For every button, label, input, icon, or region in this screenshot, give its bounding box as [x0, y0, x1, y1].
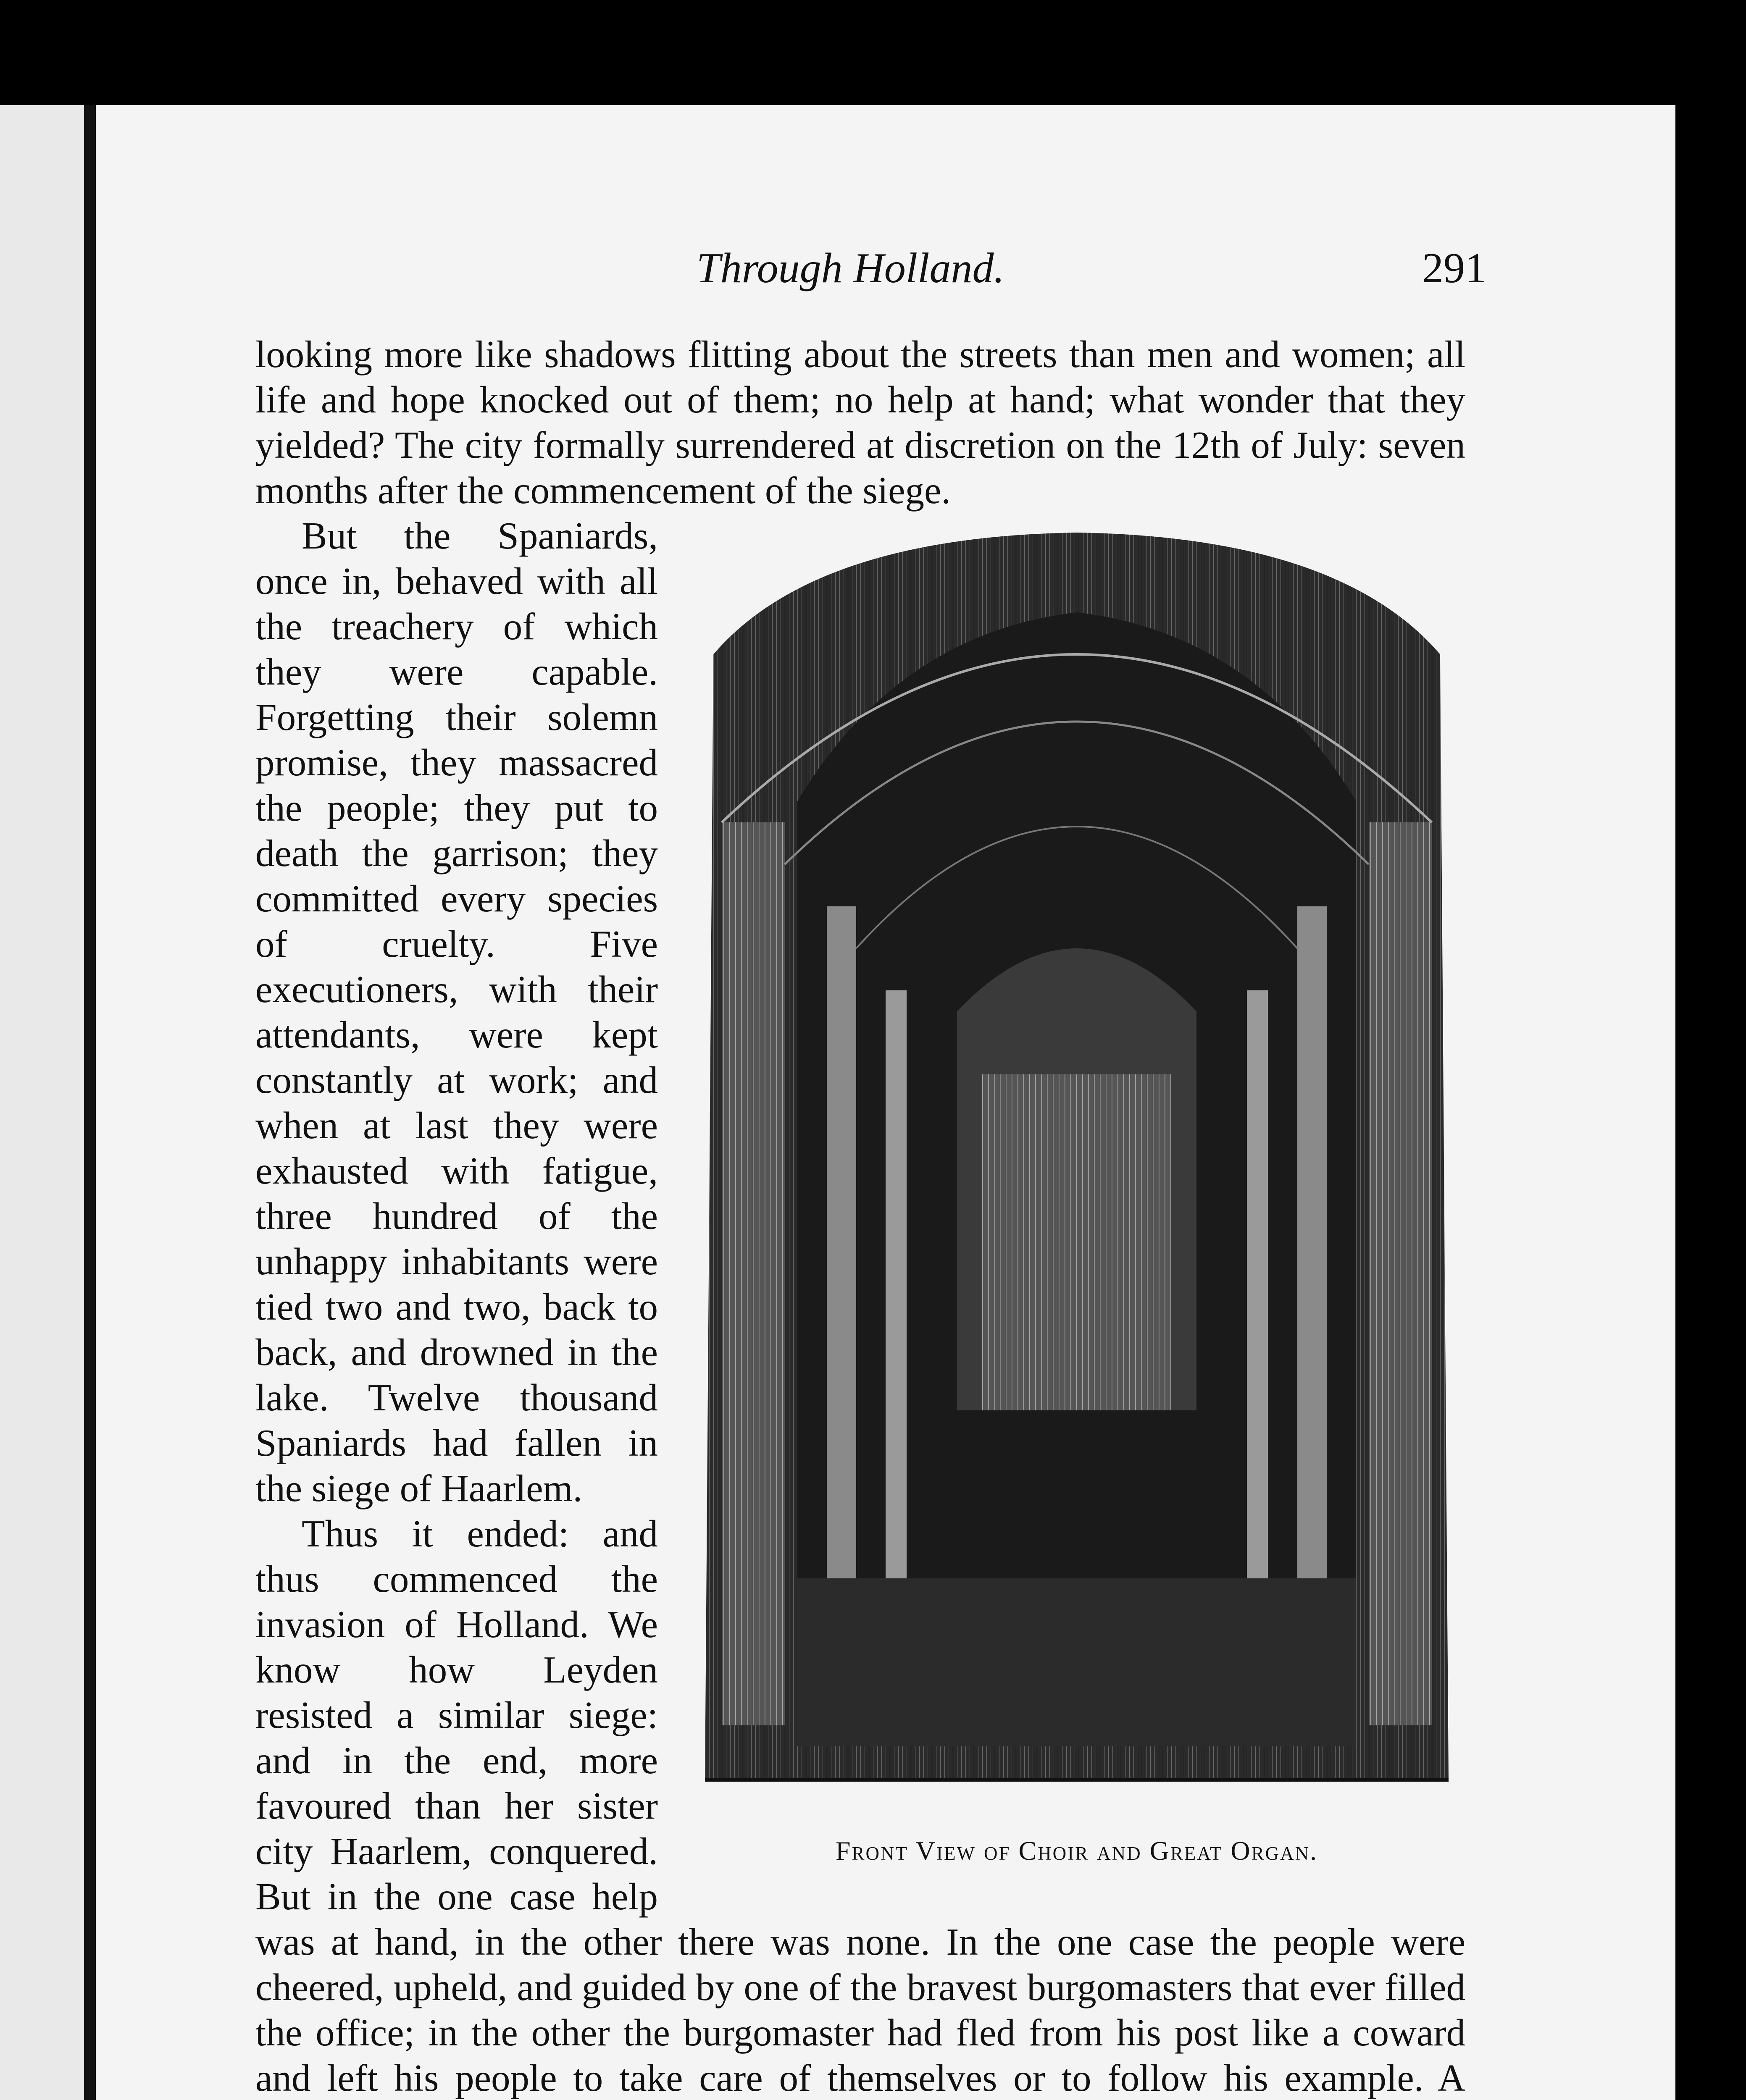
- choir-organ-engraving: [688, 528, 1465, 1801]
- running-head: [96, 239, 1675, 307]
- figure: [688, 528, 1465, 1908]
- paragraph-3: Thus it ended: and thus commenced the invasion of Holland. We know how Leyden resisted a similar siege: and in the end, more favoured than her sister city Haarlem, conquered. But in the one case help was at hand, in the other there was none. In the one case the people were cheered, upheld, and guided by one of the bravest burgomasters that ever filled the office; in the other the burgomaster had fled from his post like a coward and left his people to take care of themselves or to follow his example. A: [255, 1512, 1465, 2099]
- running-title: Through Holland.: [697, 244, 1004, 292]
- paragraph-1: looking more like shadows flitting about the streets than men and women; all life and hope knocked out of them; no help at hand; what wonder that they yielded? The city formally surrendered at discretion on the 12th of July: seven months after the commencement of the siege.: [255, 333, 1465, 512]
- paragraph-2: But the Spaniards, once in, behaved with all the treachery of which they were capable. Forgetting their solemn promise, they massacred the people; they put to death the garrison; they committed every species of cruelty. Five executioners, with their attendants, were kept constantly at work; and when at last they were exhausted with fatigue, three hundred of the unhappy inhabitants were tied two and two, back to back, and drowned in the lake. Twelve thousand Spaniards had fallen in the siege of Haarlem.: [255, 514, 658, 1509]
- facing-page-edge: [0, 105, 95, 2100]
- page-number: 291: [1422, 244, 1486, 292]
- book-page: [96, 105, 1675, 2100]
- figure-caption: Front View of Choir and Great Organ.: [835, 1836, 1318, 1866]
- body-text: [255, 332, 1465, 2100]
